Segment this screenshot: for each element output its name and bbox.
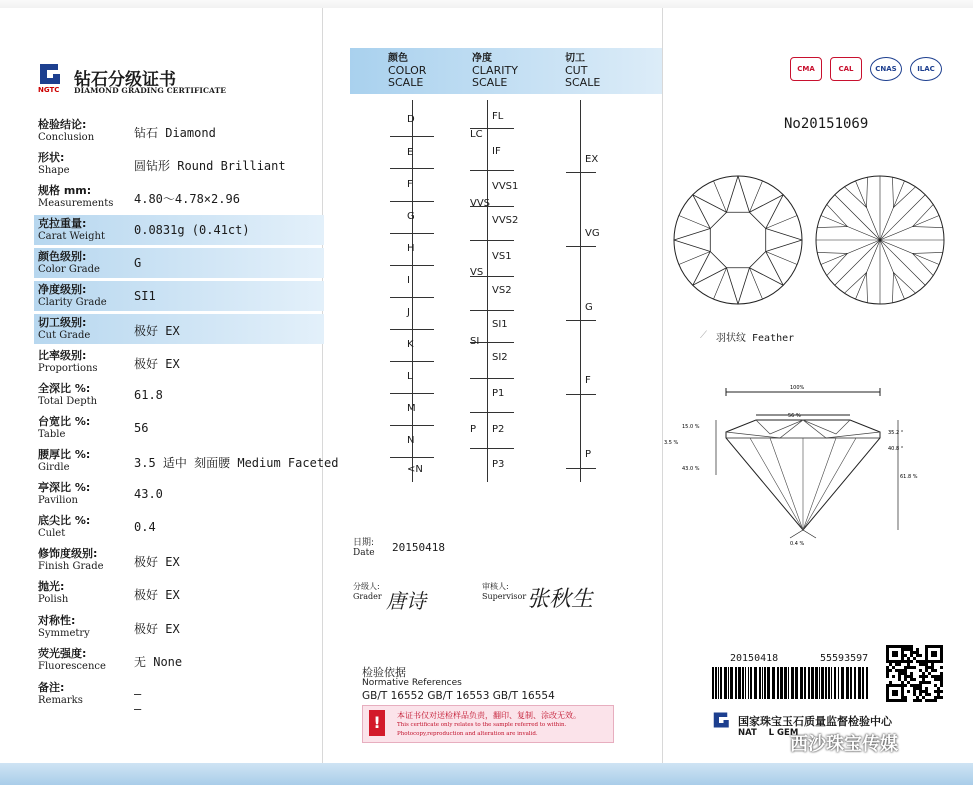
color-grade-label: M: [407, 403, 416, 414]
cut-grade-label: P: [585, 449, 592, 460]
row-label: [38, 151, 138, 177]
clarity-grade-label: FL: [492, 111, 504, 122]
references-subtitle: Normative References: [362, 678, 462, 688]
clarity-scale-tick: [470, 240, 514, 241]
row-value: 0.4: [134, 520, 156, 534]
warning-text-en2: Photocopy,reproduction and alteration are invalid.: [397, 731, 538, 737]
grading-row: [34, 380, 324, 410]
row-label: [38, 547, 138, 573]
cut-scale-tick: [566, 172, 596, 173]
color-grade-label: H: [407, 243, 415, 254]
pavilion-view-icon: [816, 176, 944, 304]
warning-box: [362, 705, 614, 743]
cut-grade-label: VG: [585, 228, 600, 239]
organization-name-en: NAT L GEM: [738, 728, 799, 738]
row-label: [38, 580, 138, 606]
row-label-zh: 全深比 %:: [38, 382, 91, 395]
color-scale-tick: [390, 233, 434, 234]
grading-row: [34, 314, 324, 344]
clarity-scale-tick: [470, 448, 514, 449]
accreditation-mark-icon: ILAC: [910, 57, 942, 81]
grading-row: [34, 248, 324, 278]
row-label-en: Girdle: [38, 462, 70, 473]
warning-icon: !: [369, 710, 385, 736]
proportion-diagram: [660, 380, 960, 550]
clarity-group-label: VS: [470, 267, 484, 278]
row-value: 0.0831g (0.41ct): [134, 223, 250, 237]
grading-row: [34, 612, 324, 642]
row-label-zh: 对称性:: [38, 614, 76, 627]
row-label-zh: 底尖比 %:: [38, 514, 91, 527]
crown-view-icon: [674, 176, 802, 304]
certificate-title-zh: 钻石分级证书: [74, 70, 176, 90]
row-label-zh: 抛光:: [38, 580, 65, 593]
row-label: [38, 250, 138, 276]
clarity-scale-tick: [470, 412, 514, 413]
cut-grade-label: EX: [585, 154, 599, 165]
row-value: G: [134, 256, 142, 270]
row-label: [38, 415, 138, 441]
grading-row: [34, 446, 339, 476]
row-label-zh: 亭深比 %:: [38, 481, 91, 494]
row-label: [38, 481, 138, 507]
grading-row: [34, 578, 324, 608]
row-value: 极好 EX: [134, 324, 180, 338]
color-scale-tick: [390, 297, 434, 298]
clarity-grade-label: VVS2: [492, 215, 519, 226]
organization-name: 国家珠宝玉石质量监督检验中心: [738, 715, 892, 728]
clarity-grade-label: VS1: [492, 251, 512, 262]
clarity-grade-label: SI1: [492, 319, 508, 330]
row-label: [38, 283, 138, 309]
cut-scale-line: [580, 100, 581, 482]
inclusion-label: 羽状纹 Feather: [716, 333, 795, 344]
grading-row: [34, 182, 324, 212]
ngtc-logo: [38, 62, 64, 88]
qr-code-icon: [886, 645, 944, 703]
row-label: [38, 614, 138, 640]
cut-scale-tick: [566, 246, 596, 247]
clarity-scale-header: 净度 CLARITY SCALE: [472, 53, 518, 89]
supervisor-label: 审核人: Supervisor: [482, 582, 527, 601]
clarity-scale-tick: [470, 378, 514, 379]
row-label-en: Cut Grade: [38, 330, 91, 341]
color-grade-label: E: [407, 147, 414, 158]
grader-signature: 唐诗: [386, 589, 426, 613]
grading-row: [34, 116, 324, 146]
color-grade-label: D: [407, 114, 415, 125]
color-grade-label: I: [407, 275, 410, 286]
row-label-en: Remarks: [38, 695, 83, 706]
row-label: [38, 382, 138, 408]
row-label: [38, 448, 138, 474]
watermark-text: 西沙珠宝传媒: [790, 734, 898, 755]
proportion-label: 40.8 °: [888, 446, 904, 452]
row-label-zh: 克拉重量:: [38, 217, 87, 230]
row-value: —: [134, 687, 142, 701]
grading-row: [34, 413, 324, 443]
color-grade-label: N: [407, 435, 415, 446]
certificate-title-en: DIAMOND GRADING CERTIFICATE: [74, 86, 227, 95]
row-label-zh: 规格 mm:: [38, 184, 92, 197]
proportion-label: 35.2 °: [888, 430, 904, 436]
cut-scale-tick: [566, 468, 596, 469]
proportion-label: 61.8 %: [900, 474, 918, 480]
row-label: [38, 647, 138, 673]
clarity-group-label: LC: [470, 129, 483, 140]
clarity-scale-line: [487, 100, 488, 482]
cut-grade-label: G: [585, 302, 593, 313]
color-grade-label: K: [407, 339, 414, 350]
cut-grade-label: F: [585, 375, 591, 386]
cut-scale-tick: [566, 394, 596, 395]
top-edge: [0, 0, 973, 8]
clarity-group-label: VVS: [470, 198, 491, 209]
row-value: 43.0: [134, 487, 163, 501]
color-scale-tick: [390, 457, 434, 458]
row-value: 极好 EX: [134, 555, 180, 569]
references-title: 检验依据: [362, 666, 406, 679]
row-label-en: Conclusion: [38, 132, 95, 143]
clarity-grade-label: P1: [492, 388, 505, 399]
row-label-en: Shape: [38, 165, 70, 176]
grading-row: [34, 281, 324, 311]
color-scale-tick: [390, 136, 434, 137]
color-scale-tick: [390, 201, 434, 202]
cut-scale-tick: [566, 320, 596, 321]
row-label-en: Table: [38, 429, 66, 440]
row-label-en: Finish Grade: [38, 561, 104, 572]
grading-row: [34, 149, 324, 179]
row-label-zh: 比率级别:: [38, 349, 87, 362]
row-label: [38, 514, 138, 540]
grading-row: [34, 545, 324, 575]
color-grade-label: <N: [407, 464, 423, 475]
proportion-label: 15.0 %: [682, 424, 700, 430]
row-value: 圆钻形 Round Brilliant: [134, 159, 286, 173]
proportion-label: 43.0 %: [682, 466, 700, 472]
clarity-scale-tick: [470, 170, 514, 171]
row-label-zh: 荧光强度:: [38, 647, 87, 660]
row-label-en: Color Grade: [38, 264, 100, 275]
bottom-band: [0, 763, 973, 785]
row-label-zh: 备注:: [38, 681, 65, 694]
clarity-grade-label: P3: [492, 459, 505, 470]
row-label-en: Pavilion: [38, 495, 78, 506]
accreditation-mark-icon: CNAS: [870, 57, 902, 81]
color-grade-label: L: [407, 371, 413, 382]
clarity-grade-label: P2: [492, 424, 505, 435]
barcode-number: 55593597: [820, 653, 869, 664]
row-label-en: Symmetry: [38, 628, 90, 639]
proportion-label: 3.5 %: [664, 440, 679, 446]
clarity-group-label: SI: [470, 336, 480, 347]
color-scale-tick: [390, 361, 434, 362]
warning-text-en1: This certificate only relates to the sample referred to within.: [397, 722, 567, 728]
remarks-dash-2: —: [134, 702, 142, 716]
row-label-en: Measurements: [38, 198, 114, 209]
color-scale-tick: [390, 329, 434, 330]
accreditation-mark-icon: CMA: [790, 57, 822, 81]
row-label-en: Clarity Grade: [38, 297, 107, 308]
row-label-en: Proportions: [38, 363, 98, 374]
clarity-group-label: P: [470, 424, 477, 435]
proportion-label: 56 %: [788, 413, 801, 419]
ngtc-small-logo: [712, 711, 734, 737]
grading-row: [34, 215, 324, 245]
clarity-grade-label: VS2: [492, 285, 512, 296]
row-label: [38, 316, 138, 342]
grader-label: 分级人: Grader: [353, 582, 382, 601]
grading-row: [34, 679, 324, 709]
row-label-zh: 修饰度级别:: [38, 547, 98, 560]
row-label-zh: 形状:: [38, 151, 65, 164]
proportion-label: 100%: [790, 385, 805, 391]
date-value: 20150418: [392, 541, 445, 554]
row-value: 钻石 Diamond: [134, 126, 216, 140]
row-value: 56: [134, 421, 149, 435]
color-scale-tick: [390, 393, 434, 394]
color-grade-label: F: [407, 179, 413, 190]
row-label: [38, 681, 138, 707]
row-label-zh: 检验结论:: [38, 118, 87, 131]
color-scale-tick: [390, 168, 434, 169]
references-standards: GB/T 16552 GB/T 16553 GB/T 16554: [362, 690, 555, 702]
row-value: 极好 EX: [134, 588, 180, 602]
row-label: [38, 184, 138, 210]
row-value: 极好 EX: [134, 357, 180, 371]
row-label-en: Carat Weight: [38, 231, 105, 242]
row-value: SI1: [134, 289, 156, 303]
row-label-zh: 腰厚比 %:: [38, 448, 91, 461]
supervisor-signature: 张秋生: [527, 587, 594, 612]
accreditation-marks: [790, 57, 950, 81]
row-label-en: Fluorescence: [38, 661, 106, 672]
clarity-grade-label: VVS1: [492, 181, 519, 192]
row-label: [38, 217, 138, 243]
clarity-grade-label: IF: [492, 146, 501, 157]
grading-row: [34, 645, 324, 675]
color-grade-label: G: [407, 211, 415, 222]
row-label: [38, 349, 138, 375]
feather-symbol-icon: ⟋: [700, 330, 707, 341]
row-label-en: Culet: [38, 528, 66, 539]
certificate-number: No20151069: [784, 116, 869, 132]
row-value: 61.8: [134, 388, 163, 402]
row-value: 极好 EX: [134, 622, 180, 636]
color-scale-header: 颜色 COLOR SCALE: [388, 53, 427, 89]
row-label-en: Polish: [38, 594, 69, 605]
row-value: 3.5 适中 刻面腰 Medium Faceted: [134, 456, 339, 470]
clarity-grade-label: SI2: [492, 352, 508, 363]
warning-text-zh: 本证书仅对送检样品负责，翻印、复制、涂改无效。: [397, 711, 581, 720]
plotting-diagram: [668, 170, 958, 310]
row-label-zh: 切工级别:: [38, 316, 87, 329]
barcode-date: 20150418: [730, 653, 779, 664]
row-label-zh: 颜色级别:: [38, 250, 87, 263]
proportion-label: 0.4 %: [790, 541, 805, 547]
row-label-en: Total Depth: [38, 396, 98, 407]
logo-text: NGTC: [38, 86, 60, 94]
barcode-icon: [712, 667, 872, 699]
cut-scale-header: 切工 CUT SCALE: [565, 53, 601, 89]
grading-row: [34, 347, 324, 377]
row-label-zh: 净度级别:: [38, 283, 87, 296]
grading-row: [34, 512, 324, 542]
color-scale-tick: [390, 425, 434, 426]
date-label: 日期: Date: [353, 538, 375, 558]
clarity-scale-tick: [470, 310, 514, 311]
row-label: [38, 118, 138, 144]
row-value: 4.80～4.78×2.96: [134, 192, 240, 206]
color-grade-label: J: [407, 307, 410, 318]
color-scale-tick: [390, 265, 434, 266]
row-label-zh: 台宽比 %:: [38, 415, 91, 428]
grading-row: [34, 479, 324, 509]
row-value: 无 None: [134, 655, 183, 669]
accreditation-mark-icon: CAL: [830, 57, 862, 81]
